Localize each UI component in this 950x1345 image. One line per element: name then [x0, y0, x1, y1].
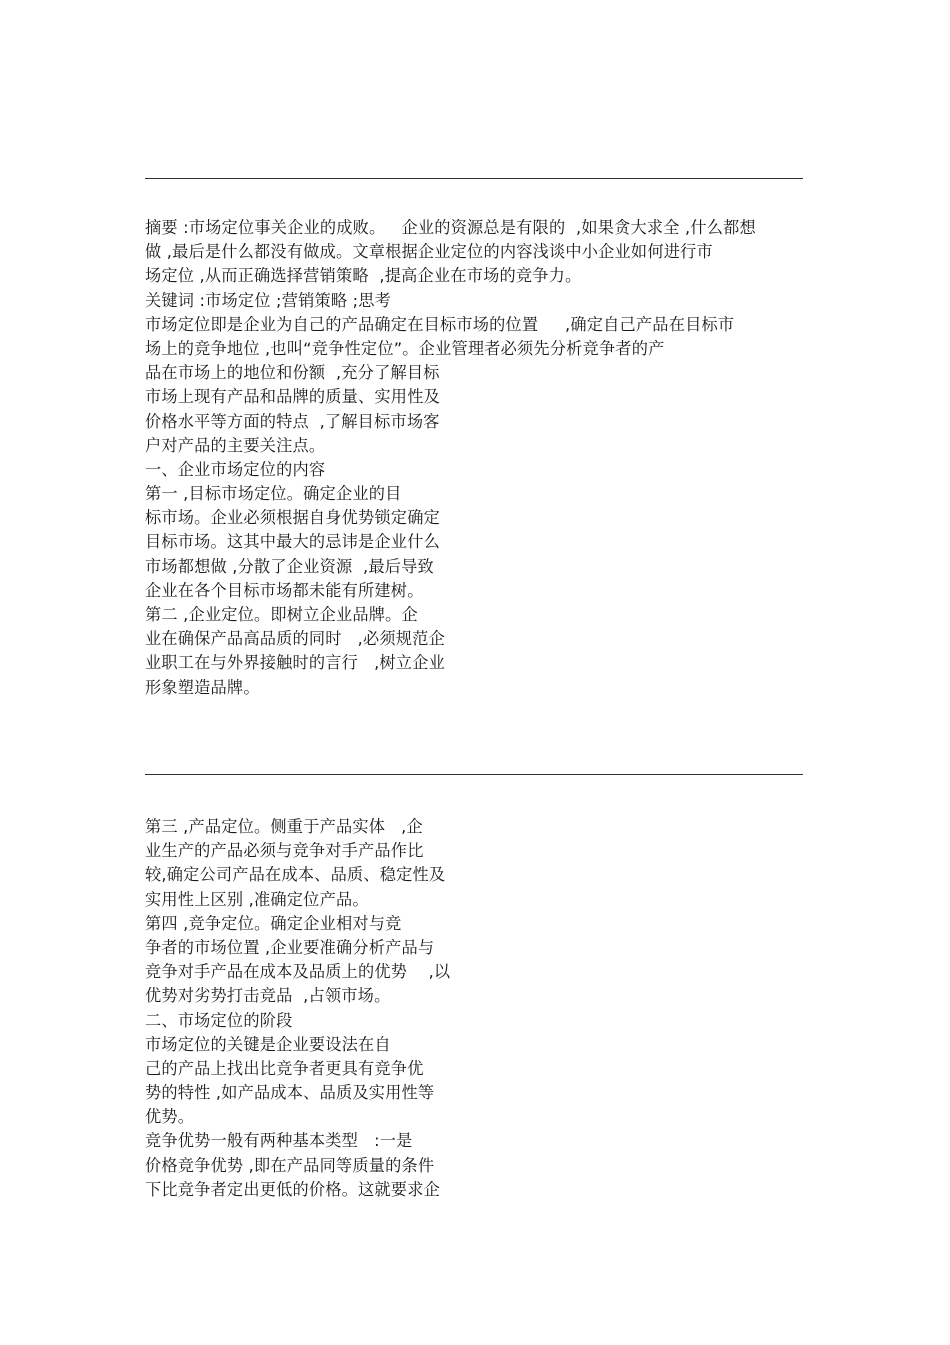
text-line: 竞争优势一般有两种基本类型 :一是: [145, 1131, 413, 1151]
text-line: 品在市场上的地位和份额 ,充分了解目标: [145, 363, 440, 383]
text-line: 第三 ,产品定位。侧重于产品实体 ,企: [145, 817, 423, 836]
text-line: 争者的市场位置 ,企业要准确分析产品与: [145, 937, 435, 957]
text-line: 市场上现有产品和品牌的质量、实用性及: [145, 387, 440, 407]
text-line: 目标市场。这其中最大的忌讳是企业什么: [145, 532, 440, 552]
text-line: 优势对劣势打击竞品 ,占领市场。: [145, 986, 391, 1006]
text-line: 摘要 :市场定位事关企业的成败。 企业的资源总是有限的 ,如果贪大求全 ,什么都想: [145, 218, 756, 237]
text-line: 第一 ,目标市场定位。确定企业的目: [145, 484, 402, 504]
text-line: 做 ,最后是什么都没有做成。文章根据企业定位的内容浅谈中小企业如何进行市: [145, 242, 713, 262]
text-line: 价格竞争优势 ,即在产品同等质量的条件: [145, 1155, 435, 1175]
text-line: 第二 ,企业定位。即树立企业品牌。企: [145, 605, 418, 624]
text-line: 较,确定公司产品在成本、品质、稳定性及: [145, 865, 446, 885]
text-line: 业在确保产品高品质的同时 ,必须规范企: [145, 629, 445, 649]
section-heading: 一、企业市场定位的内容: [145, 459, 326, 479]
keywords-line: 关键词 :市场定位 ;营销策略 ;思考: [145, 290, 392, 310]
text-line: 实用性上区别 ,准确定位产品。: [145, 889, 369, 909]
page-divider-top: [145, 178, 803, 179]
text-line: 场上的竞争地位 ,也叫“竞争性定位”。企业管理者必须先分析竞争者的产: [145, 338, 665, 358]
text-line: 形象塑造品牌。: [145, 677, 260, 697]
section-heading: 二、市场定位的阶段: [145, 1010, 293, 1030]
text-line: 市场定位即是企业为自己的产品确定在目标市场的位置 ,确定自己产品在目标市: [145, 314, 735, 334]
text-line: 第四 ,竞争定位。确定企业相对与竞: [145, 913, 402, 933]
text-line: 企业在各个目标市场都未能有所建树。: [145, 580, 424, 600]
text-line: 市场定位的关键是企业要设法在自: [145, 1034, 391, 1054]
text-line: 价格水平等方面的特点 ,了解目标市场客: [145, 411, 440, 431]
text-line: 业生产的产品必须与竞争对手产品作比: [145, 841, 424, 861]
text-line: 场定位 ,从而正确选择营销策略 ,提高企业在市场的竞争力。: [145, 266, 582, 286]
text-line: 业职工在与外界接触时的言行 ,树立企业: [145, 653, 445, 673]
text-line: 下比竞争者定出更低的价格。这就要求企: [145, 1179, 440, 1199]
text-line: 优势。: [145, 1107, 195, 1127]
text-line: 市场都想做 ,分散了企业资源 ,最后导致: [145, 556, 434, 576]
text-line: 竞争对手产品在成本及品质上的优势 ,以: [145, 962, 451, 982]
article-text-page-1: [145, 216, 805, 700]
text-line: 户对产品的主要关注点。: [145, 435, 326, 455]
text-line: 势的特性 ,如产品成本、品质及实用性等: [145, 1083, 435, 1103]
text-line: 己的产品上找出比竞争者更具有竞争优: [145, 1058, 424, 1078]
text-line: 标市场。企业必须根据自身优势锁定确定: [145, 508, 440, 528]
article-text-page-2: [145, 815, 805, 1202]
page-divider-middle: [145, 774, 803, 775]
